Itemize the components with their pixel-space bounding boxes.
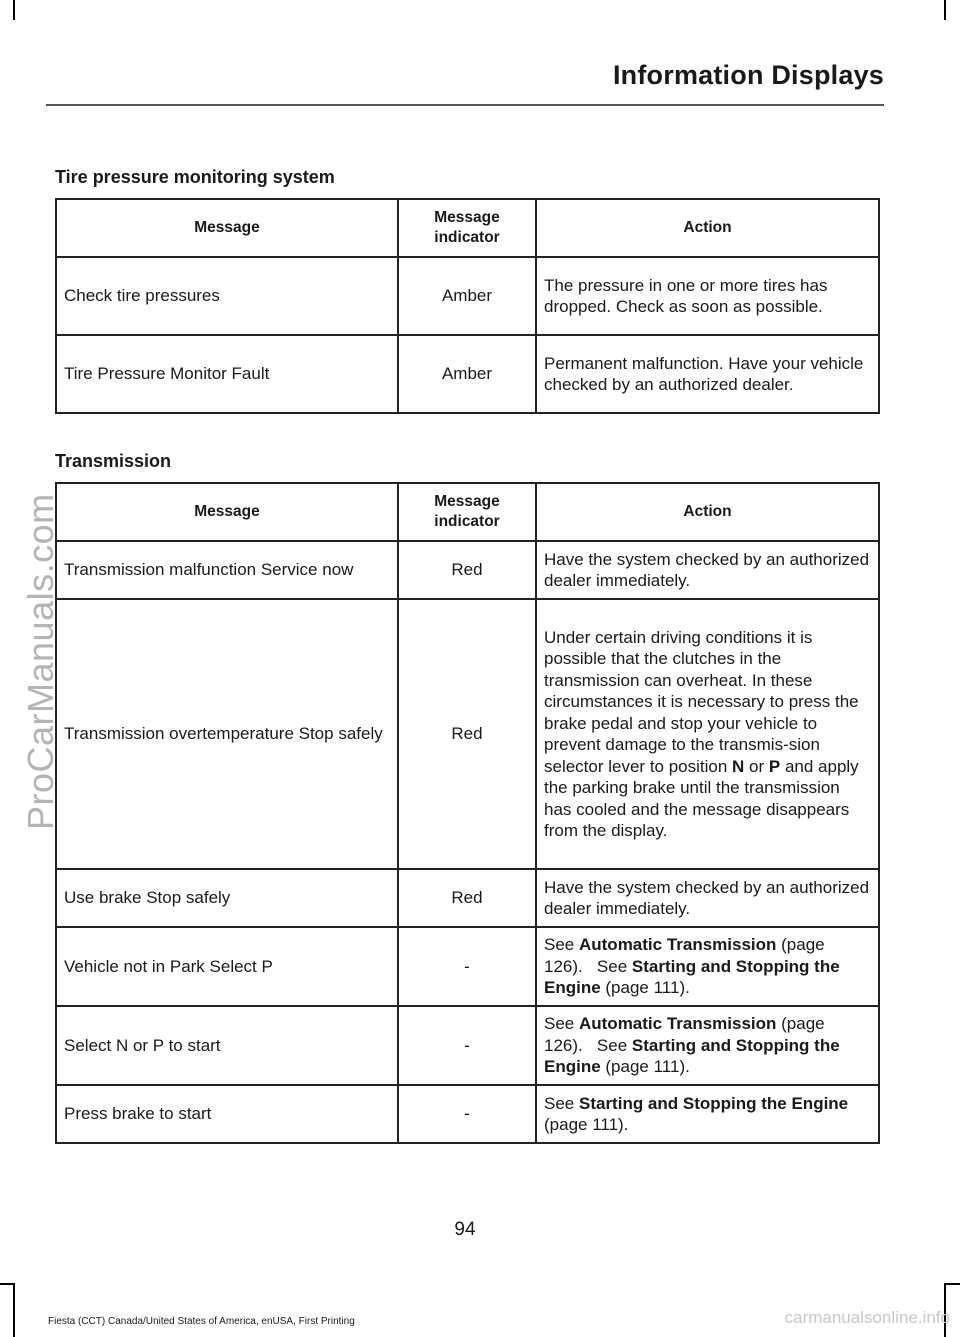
action-cell: Have the system checked by an authorized dealer immediately. [536, 869, 879, 927]
message-cell: Vehicle not in Park Select P [56, 927, 398, 1006]
table-row [56, 541, 879, 599]
footer-site-watermark: carmanualsonline.info [784, 1308, 950, 1327]
section-heading-tire-pressure: Tire pressure monitoring system [55, 167, 335, 187]
crop-mark-bottom-right-h [944, 1283, 960, 1285]
crop-mark-bottom-left [13, 1283, 15, 1337]
column-header-action: Action [536, 483, 879, 541]
table-row [56, 335, 879, 413]
gear-position-p: P [768, 756, 781, 776]
indicator-cell: - [398, 1006, 536, 1085]
action-cell: The pressure in one or more tires has dropped. Check as soon as possible. [536, 257, 879, 335]
action-cell: See Starting and Stopping the Engine (page 111). [536, 1085, 879, 1143]
table-header-row [56, 483, 879, 541]
crop-mark-top-right [944, 0, 946, 20]
message-cell: Use brake Stop safely [56, 869, 398, 927]
footer-text: Fiesta (CCT) Canada/United States of America, enUSA, First Printing [48, 1316, 355, 1327]
indicator-cell: - [398, 927, 536, 1006]
table-row [56, 1085, 879, 1143]
crop-mark-top-left [13, 0, 15, 20]
gear-position-n: N [732, 756, 745, 776]
crop-mark-bottom-left-h [0, 1283, 15, 1285]
table-row [56, 869, 879, 927]
indicator-cell: - [398, 1085, 536, 1143]
indicator-cell: Amber [398, 335, 536, 413]
action-cell: See Automatic Transmission (page 126). See Starting and Stopping the Engine (page 111). [536, 927, 879, 1006]
table-row [56, 1006, 879, 1085]
tire-pressure-table [55, 198, 880, 414]
cross-reference-link[interactable]: Starting and Stopping the Engine [544, 956, 840, 998]
column-header-indicator: Message indicator [398, 483, 536, 541]
action-cell: Have the system checked by an authorized dealer immediately. [536, 541, 879, 599]
cross-reference-link[interactable]: Starting and Stopping the Engine [544, 1035, 840, 1077]
column-header-message: Message [56, 483, 398, 541]
action-cell: Permanent malfunction. Have your vehicle checked by an authorized dealer. [536, 335, 879, 413]
column-header-indicator: Message indicator [398, 199, 536, 257]
cross-reference-link[interactable]: Automatic Transmission [578, 1014, 777, 1034]
page-number: 94 [454, 1219, 476, 1240]
section-heading-transmission: Transmission [55, 451, 172, 471]
side-watermark: ProCarManuals.com [20, 493, 61, 830]
table-row [56, 257, 879, 335]
column-header-action: Action [536, 199, 879, 257]
action-cell: See Automatic Transmission (page 126). See Starting and Stopping the Engine (page 111). [536, 1006, 879, 1085]
page-title: Information Displays [612, 60, 884, 90]
transmission-table [55, 482, 880, 1144]
table-row [56, 599, 879, 869]
table-header-row [56, 199, 879, 257]
message-cell: Transmission malfunction Service now [56, 541, 398, 599]
indicator-cell: Red [398, 541, 536, 599]
action-cell: Under certain driving conditions it is possible that the clutches in the transmission can overheat. In these circumstances it is necessary to press the brake pedal and stop your vehicle to prevent damage to the transmis-sion selector lever to position N or P and apply the parking brake until the transmission has cooled and the message disappears from the display. [536, 599, 879, 869]
message-cell: Check tire pressures [56, 257, 398, 335]
cross-reference-link[interactable]: Starting and Stopping the Engine [578, 1093, 849, 1113]
message-cell: Select N or P to start [56, 1006, 398, 1085]
header-divider [46, 104, 884, 106]
indicator-cell: Red [398, 599, 536, 869]
cross-reference-link[interactable]: Automatic Transmission [578, 935, 777, 955]
message-cell: Tire Pressure Monitor Fault [56, 335, 398, 413]
column-header-message: Message [56, 199, 398, 257]
message-cell: Press brake to start [56, 1085, 398, 1143]
message-cell: Transmission overtemperature Stop safely [56, 599, 398, 869]
indicator-cell: Red [398, 869, 536, 927]
table-row [56, 927, 879, 1006]
indicator-cell: Amber [398, 257, 536, 335]
